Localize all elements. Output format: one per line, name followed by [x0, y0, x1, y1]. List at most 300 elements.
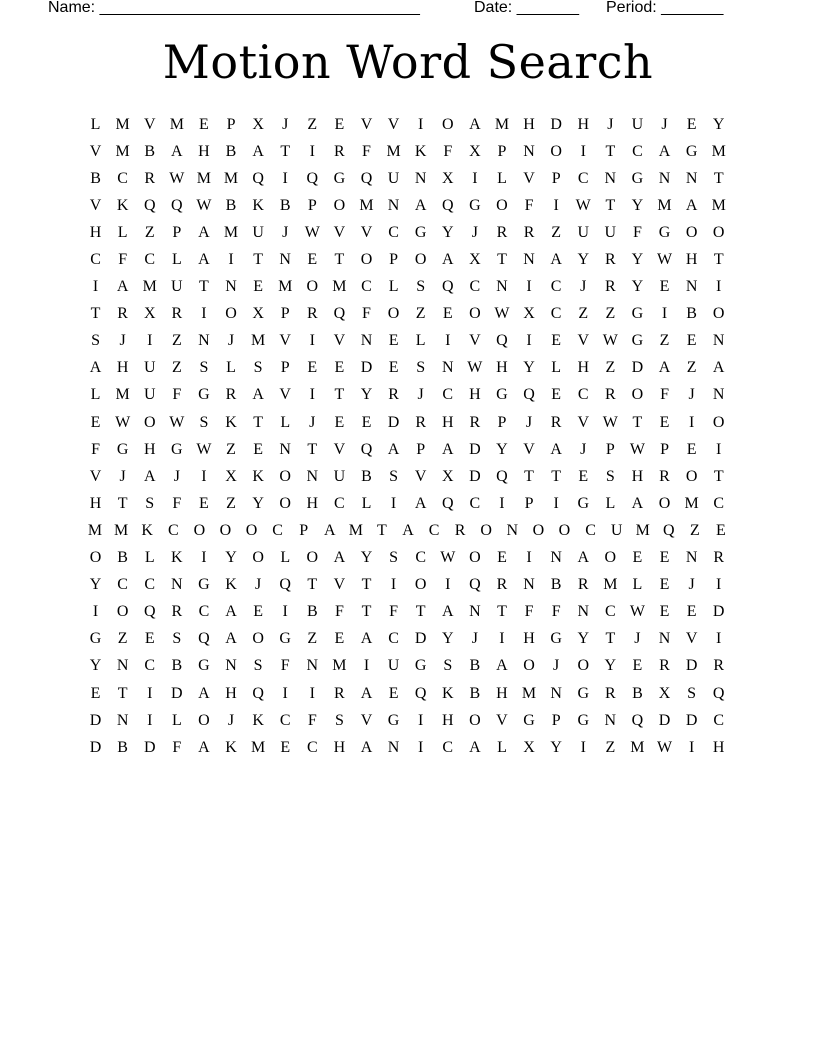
grid-letter: W	[196, 196, 212, 214]
grid-letter: Q	[143, 603, 156, 621]
grid-letter: M	[115, 115, 130, 133]
grid-letter: J	[525, 413, 533, 431]
grid-letter: Q	[360, 440, 373, 458]
grid-letter: V	[279, 386, 291, 404]
grid-letter: G	[577, 684, 590, 702]
grid-letter: O	[480, 521, 492, 539]
grid-letter: Z	[689, 521, 700, 539]
grid-letter: L	[280, 413, 291, 431]
grid-letter: Z	[551, 223, 562, 241]
grid-letter: S	[253, 657, 263, 675]
grid-letter: L	[90, 115, 101, 133]
grid-letter: H	[306, 494, 319, 512]
grid-letter: G	[658, 223, 671, 241]
grid-letter: I	[147, 684, 153, 702]
grid-letter: P	[497, 413, 507, 431]
grid-letter: H	[441, 711, 454, 729]
grid-letter: E	[659, 549, 670, 567]
grid-letter: W	[602, 332, 618, 350]
grid-row	[82, 707, 734, 734]
grid-letter: I	[282, 169, 288, 187]
grid-letter: E	[199, 494, 209, 512]
grid-letter: I	[390, 576, 397, 594]
grid-letter: U	[143, 359, 156, 377]
grid-letter: L	[361, 494, 372, 512]
grid-letter: R	[171, 603, 183, 621]
grid-letter: E	[659, 576, 670, 594]
grid-letter: V	[496, 711, 508, 729]
grid-letter: T	[713, 251, 724, 269]
grid-letter: R	[604, 684, 616, 702]
grid-letter: G	[577, 494, 590, 512]
grid-letter: N	[306, 657, 319, 675]
period-field-label: Period: _______	[606, 0, 724, 16]
grid-letter: S	[253, 359, 263, 377]
grid-letter: V	[143, 115, 156, 133]
grid-letter: H	[89, 223, 102, 241]
grid-letter: M	[359, 196, 374, 214]
grid-letter: N	[225, 657, 237, 675]
grid-letter: G	[414, 223, 427, 241]
grid-letter: O	[604, 549, 617, 567]
grid-letter: R	[454, 521, 466, 539]
grid-letter: A	[550, 440, 562, 458]
grid-letter: N	[523, 142, 535, 160]
grid-letter: V	[333, 440, 346, 458]
grid-letter: N	[658, 169, 671, 187]
grid-letter: I	[282, 684, 288, 702]
grid-letter: O	[193, 521, 206, 539]
grid-letter: W	[656, 738, 673, 756]
grid-letter: B	[469, 657, 481, 675]
grid-letter: A	[685, 196, 698, 214]
grid-letter: C	[713, 711, 725, 729]
grid-letter: Q	[496, 332, 508, 350]
grid-letter: R	[604, 386, 616, 404]
grid-letter: X	[441, 169, 454, 187]
grid-letter: Q	[414, 684, 427, 702]
grid-letter: T	[90, 305, 101, 323]
grid-letter: S	[389, 549, 399, 567]
grid-letter: E	[632, 657, 643, 675]
grid-letter: O	[469, 305, 481, 323]
grid-letter: H	[225, 684, 237, 702]
grid-letter: Q	[523, 386, 535, 404]
grid-letter: M	[169, 115, 184, 133]
grid-letter: E	[388, 684, 399, 702]
grid-letter: M	[332, 657, 347, 675]
grid-letter: I	[716, 440, 722, 458]
grid-letter: Q	[279, 576, 291, 594]
grid-letter: G	[171, 440, 183, 458]
grid-letter: W	[196, 440, 212, 458]
grid-letter: W	[169, 169, 185, 187]
grid-letter: Q	[441, 494, 454, 512]
grid-letter: D	[360, 359, 373, 377]
grid-letter: E	[334, 115, 345, 133]
grid-letter: J	[607, 115, 614, 133]
grid-letter: Q	[333, 305, 346, 323]
grid-letter: D	[171, 684, 183, 702]
grid-letter: P	[280, 359, 290, 377]
grid-letter: T	[307, 440, 318, 458]
grid-letter: O	[414, 576, 427, 594]
grid-letter: C	[632, 142, 643, 160]
grid-letter: R	[659, 467, 670, 485]
grid-letter: W	[467, 359, 483, 377]
grid-letter: Y	[631, 196, 644, 214]
name-field-label: Name: ____________________________________	[48, 0, 420, 16]
grid-letter: H	[577, 115, 590, 133]
grid-letter: A	[441, 603, 454, 621]
grid-letter: X	[441, 467, 454, 485]
grid-letter: O	[360, 251, 373, 269]
grid-letter: H	[89, 494, 102, 512]
grid-letter: E	[307, 251, 318, 269]
grid-letter: O	[252, 549, 264, 567]
grid-letter: D	[712, 603, 725, 621]
grid-letter: Y	[441, 223, 454, 241]
grid-letter: C	[144, 657, 156, 675]
grid-letter: M	[635, 521, 650, 539]
grid-letter: A	[360, 738, 373, 756]
grid-letter: U	[387, 169, 400, 187]
grid-letter: V	[89, 467, 102, 485]
grid-letter: A	[387, 440, 400, 458]
grid-letter: I	[201, 467, 207, 485]
grid-letter: J	[471, 630, 478, 648]
grid-letter: H	[712, 738, 725, 756]
grid-letter: I	[472, 169, 478, 187]
grid-letter: C	[577, 169, 589, 187]
grid-letter: V	[279, 332, 291, 350]
grid-letter: W	[494, 305, 510, 323]
grid-letter: X	[143, 305, 156, 323]
grid-letter: T	[605, 630, 616, 648]
grid-letter: O	[333, 196, 346, 214]
grid-letter: Q	[360, 169, 373, 187]
grid-letter: P	[660, 440, 669, 458]
grid-letter: N	[577, 603, 590, 621]
grid-letter: A	[496, 657, 508, 675]
grid-letter: G	[89, 630, 102, 648]
grid-row	[82, 680, 734, 707]
grid-letter: D	[631, 359, 644, 377]
grid-letter: E	[361, 413, 372, 431]
grid-letter: I	[309, 684, 315, 702]
grid-letter: K	[252, 711, 264, 729]
grid-row	[82, 355, 734, 382]
grid-letter: M	[603, 576, 618, 594]
grid-letter: U	[143, 386, 156, 404]
grid-letter: O	[225, 305, 237, 323]
grid-letter: L	[388, 278, 399, 296]
grid-letter: W	[440, 549, 456, 567]
grid-letter: O	[245, 521, 258, 539]
grid-letter: L	[632, 576, 643, 594]
grid-letter: R	[171, 305, 183, 323]
date-field-label: Date: _______	[474, 0, 579, 16]
grid-letter: G	[685, 142, 698, 160]
grid-letter: V	[387, 115, 400, 133]
grid-letter: E	[334, 359, 345, 377]
grid-row	[82, 409, 734, 436]
grid-letter: C	[415, 549, 426, 567]
grid-letter: L	[171, 711, 182, 729]
grid-letter: O	[496, 196, 508, 214]
grid-letter: J	[580, 440, 587, 458]
grid-letter: Z	[307, 115, 318, 133]
grid-letter: M	[521, 684, 537, 702]
grid-letter: A	[225, 630, 237, 648]
grid-letter: B	[225, 196, 237, 214]
grid-letter: H	[523, 630, 535, 648]
grid-letter: T	[334, 251, 345, 269]
grid-letter: P	[226, 115, 236, 133]
grid-letter: D	[550, 115, 562, 133]
grid-letter: A	[712, 359, 725, 377]
grid-letter: V	[577, 332, 590, 350]
grid-letter: B	[117, 549, 128, 567]
grid-letter: I	[390, 494, 397, 512]
grid-letter: B	[306, 603, 318, 621]
grid-letter: V	[333, 223, 346, 241]
grid-letter: L	[497, 169, 507, 187]
grid-letter: T	[199, 278, 209, 296]
grid-letter: X	[658, 684, 671, 702]
grid-letter: A	[550, 251, 562, 269]
grid-letter: R	[496, 576, 508, 594]
grid-letter: R	[469, 413, 481, 431]
grid-letter: T	[117, 684, 128, 702]
grid-letter: G	[631, 169, 644, 187]
grid-letter: O	[306, 549, 319, 567]
grid-letter: Z	[578, 305, 589, 323]
grid-letter: O	[523, 657, 535, 675]
grid-letter: O	[469, 549, 481, 567]
grid-letter: D	[387, 413, 400, 431]
grid-letter: X	[225, 467, 237, 485]
grid-letter: P	[307, 196, 317, 214]
grid-letter: O	[685, 467, 698, 485]
grid-letter: Y	[360, 549, 373, 567]
grid-letter: I	[147, 711, 153, 729]
grid-letter: G	[631, 305, 644, 323]
grid-letter: I	[309, 142, 315, 160]
grid-letter: N	[116, 711, 129, 729]
grid-letter: E	[716, 521, 726, 539]
grid-letter: C	[144, 576, 156, 594]
grid-letter: A	[198, 223, 210, 241]
grid-row	[82, 734, 734, 761]
grid-letter: H	[441, 413, 454, 431]
grid-letter: F	[334, 603, 344, 621]
grid-letter: G	[631, 332, 644, 350]
grid-letter: C	[279, 711, 291, 729]
grid-letter: T	[377, 521, 387, 539]
grid-row	[82, 463, 734, 490]
grid-letter: I	[445, 332, 451, 350]
grid-letter: B	[361, 467, 372, 485]
grid-letter: Y	[577, 251, 590, 269]
grid-letter: C	[713, 494, 725, 512]
grid-letter: E	[253, 278, 263, 296]
grid-letter: F	[172, 738, 182, 756]
grid-letter: Q	[441, 278, 454, 296]
grid-letter: E	[632, 549, 643, 567]
grid-letter: L	[226, 359, 236, 377]
grid-letter: T	[632, 413, 643, 431]
grid-letter: P	[551, 169, 561, 187]
grid-letter: M	[223, 169, 239, 187]
grid-letter: A	[89, 359, 102, 377]
grid-letter: A	[198, 738, 210, 756]
grid-letter: A	[252, 142, 264, 160]
page-title: Motion Word Search	[162, 35, 654, 89]
grid-letter: L	[551, 359, 562, 377]
grid-letter: I	[201, 305, 207, 323]
grid-letter: M	[114, 521, 129, 539]
grid-letter: Q	[496, 467, 508, 485]
grid-letter: F	[280, 657, 290, 675]
grid-letter: B	[117, 738, 128, 756]
grid-letter: P	[524, 494, 534, 512]
grid-letter: G	[469, 196, 481, 214]
grid-letter: M	[223, 223, 239, 241]
grid-letter: Y	[550, 738, 562, 756]
grid-letter: A	[252, 386, 264, 404]
grid-letter: M	[386, 142, 401, 160]
grid-letter: E	[280, 738, 291, 756]
grid-letter: X	[523, 305, 535, 323]
grid-letter: T	[334, 386, 345, 404]
grid-letter: Y	[604, 657, 617, 675]
grid-letter: Z	[226, 494, 236, 512]
grid-letter: I	[553, 494, 559, 512]
grid-letter: O	[712, 223, 725, 241]
grid-letter: S	[199, 413, 209, 431]
grid-letter: T	[415, 603, 426, 621]
grid-letter: R	[523, 223, 535, 241]
grid-letter: N	[279, 440, 291, 458]
grid-letter: T	[117, 494, 128, 512]
grid-letter: V	[333, 576, 346, 594]
grid-letter: S	[416, 278, 426, 296]
grid-letter: M	[711, 142, 726, 160]
grid-letter: Y	[225, 549, 237, 567]
grid-letter: M	[115, 142, 130, 160]
grid-row	[82, 653, 734, 680]
grid-letter: G	[414, 657, 427, 675]
grid-letter: I	[716, 630, 722, 648]
grid-letter: R	[496, 223, 508, 241]
grid-letter: N	[387, 738, 400, 756]
grid-letter: F	[524, 603, 534, 621]
grid-letter: C	[117, 169, 128, 187]
grid-letter: A	[577, 549, 590, 567]
grid-letter: C	[585, 521, 596, 539]
grid-letter: I	[92, 603, 99, 621]
grid-letter: T	[253, 251, 263, 269]
grid-letter: Y	[496, 440, 508, 458]
grid-letter: M	[711, 196, 726, 214]
grid-row	[82, 165, 734, 192]
grid-letter: N	[604, 169, 617, 187]
grid-letter: I	[716, 576, 722, 594]
grid-letter: J	[119, 467, 126, 485]
grid-letter: F	[172, 494, 182, 512]
grid-letter: K	[252, 467, 264, 485]
grid-letter: U	[577, 223, 590, 241]
grid-letter: U	[604, 223, 617, 241]
grid-letter: U	[252, 223, 264, 241]
grid-letter: Z	[171, 332, 182, 350]
grid-letter: R	[604, 278, 616, 296]
grid-letter: Z	[171, 359, 182, 377]
grid-letter: S	[145, 494, 155, 512]
grid-letter: I	[553, 196, 559, 214]
grid-letter: J	[661, 115, 668, 133]
grid-letter: D	[89, 711, 102, 729]
grid-row	[82, 219, 734, 246]
grid-letter: G	[496, 386, 508, 404]
grid-row	[82, 545, 734, 572]
grid-letter: V	[523, 169, 535, 187]
grid-letter: A	[198, 251, 210, 269]
grid-letter: I	[309, 332, 315, 350]
grid-letter: K	[414, 142, 427, 160]
grid-letter: N	[414, 169, 427, 187]
grid-letter: M	[657, 196, 672, 214]
word-search-grid	[82, 111, 734, 761]
grid-letter: A	[323, 521, 336, 539]
grid-letter: R	[713, 657, 725, 675]
grid-letter: A	[414, 494, 427, 512]
grid-letter: C	[90, 251, 101, 269]
grid-letter: Z	[226, 440, 236, 458]
grid-letter: X	[469, 142, 481, 160]
grid-letter: N	[360, 332, 373, 350]
grid-letter: N	[198, 332, 210, 350]
grid-letter: T	[551, 467, 562, 485]
grid-letter: R	[334, 684, 345, 702]
grid-letter: W	[656, 251, 673, 269]
grid-letter: C	[167, 521, 179, 539]
grid-letter: C	[361, 278, 372, 296]
grid-letter: P	[389, 251, 399, 269]
grid-letter: M	[684, 494, 699, 512]
grid-letter: R	[117, 305, 128, 323]
grid-letter: Q	[469, 576, 481, 594]
grid-letter: O	[712, 305, 725, 323]
grid-letter: J	[688, 576, 695, 594]
grid-letter: N	[604, 711, 617, 729]
grid-letter: O	[219, 521, 232, 539]
grid-letter: Q	[198, 630, 210, 648]
grid-letter: N	[279, 251, 291, 269]
grid-letter: W	[575, 196, 591, 214]
grid-letter: I	[499, 630, 505, 648]
grid-letter: I	[418, 711, 424, 729]
grid-letter: J	[634, 630, 641, 648]
grid-letter: B	[632, 684, 643, 702]
grid-letter: T	[497, 251, 507, 269]
grid-letter: C	[388, 630, 399, 648]
grid-letter: T	[307, 576, 318, 594]
grid-letter: H	[631, 467, 644, 485]
grid-letter: N	[171, 576, 183, 594]
grid-letter: R	[713, 549, 725, 567]
